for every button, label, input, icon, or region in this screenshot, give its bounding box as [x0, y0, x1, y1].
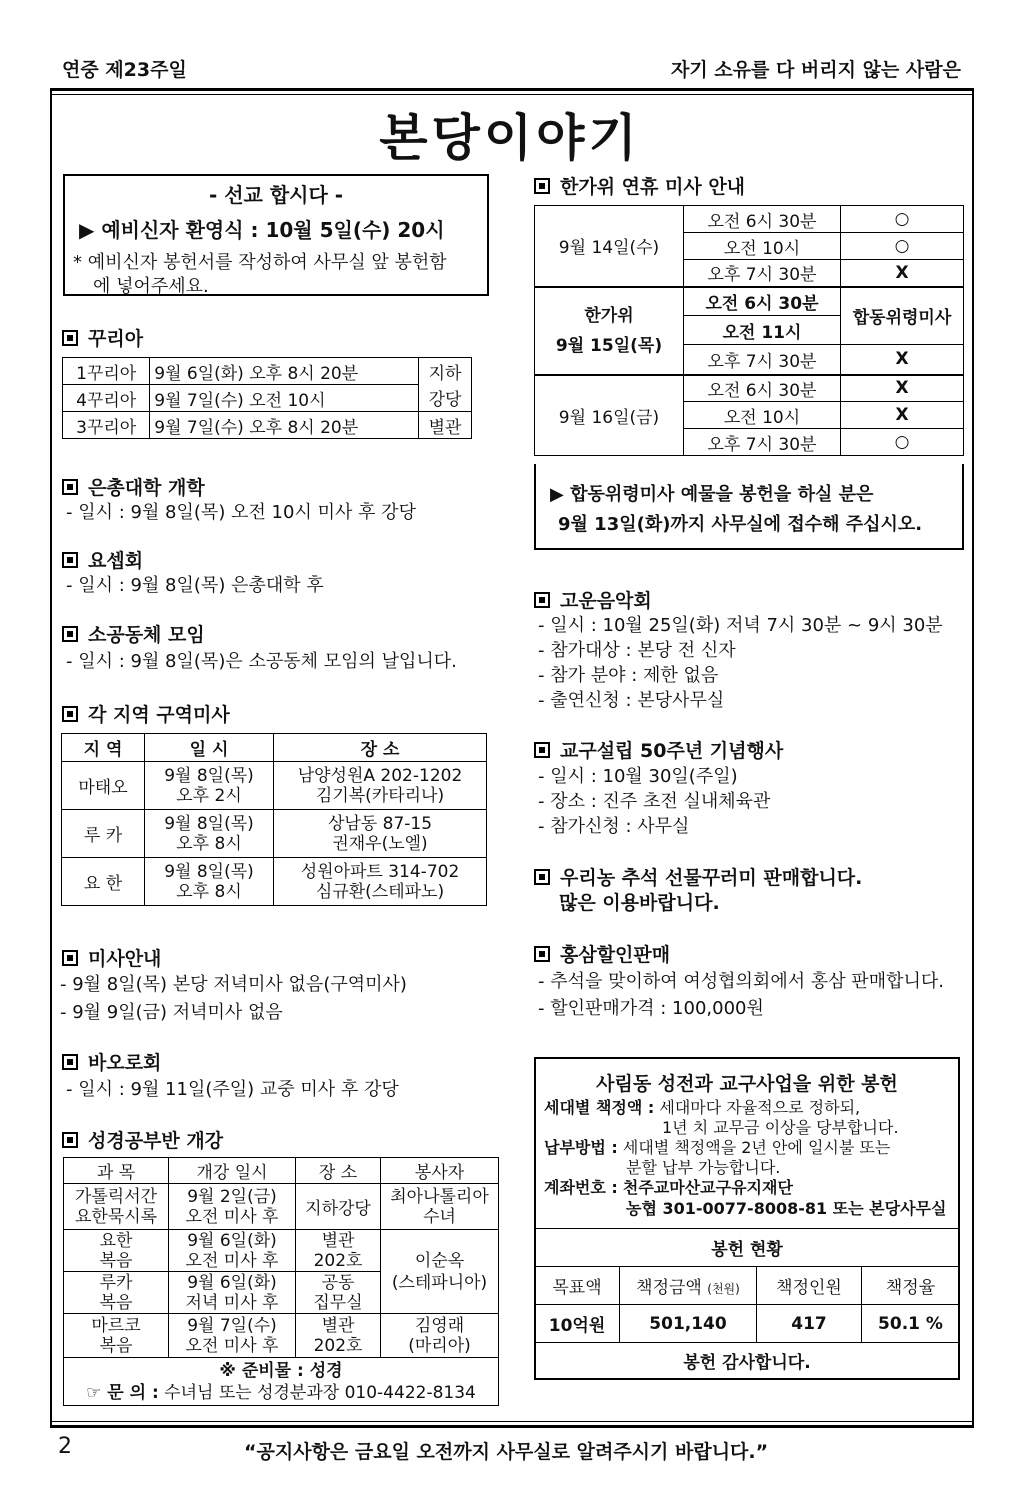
- mission-line3: 에 넣어주세요.: [93, 276, 209, 297]
- community-line: - 일시 : 9월 8일(목)은 소공동체 모임의 날입니다.: [66, 651, 457, 672]
- offering-box: 사림동 성전과 교구사업을 위한 봉헌 세대별 책정액 : 세대마다 자율적으로 정하되, 1년 치 교무금 이상을 당부합니다. 납부방법 : 세대별 책정액을 2년 안에 일시불 또는 분할 납부 가능합니다. 계좌번호 : 천주교마산교구유지재단 농협 301-0077-8008-81 또는 본당사무실: [534, 1057, 960, 1380]
- curia-table: 1꾸리아 9월 6일(화) 오후 8시 20분 지하 4꾸리아 9월 7일(수) 오전 10시 강당 3꾸리아 9월 7일(수) 오후 8시 20분 별관: [62, 357, 472, 439]
- offering-table: 봉헌 현황 목표액 책정금액 (천원) 책정인원 책정율 10억원 501,140 417 50.1 % 봉헌 감사합니다.: [534, 1228, 960, 1379]
- footer-note: “공지사항은 금요일 오전까지 사무실로 알려주시기 바랍니다.”: [244, 1441, 769, 1463]
- chuseok-table: 9월 14일(수) 오전 6시 30분 ○ 오전 10시 ○ 오후 7시 30분 X 한가위 9월 15일(목) 오전 6시 30분 합동위령미사 오전 11시 오후 7시 30분 X 9월 16일(금) 오전 6시 30분 X 오전 10시 X 오후 7시 30분 ○: [534, 205, 964, 456]
- ginseng-line1: - 추석을 맞이하여 여성협의회에서 홍삼 판매합니다.: [538, 971, 944, 992]
- joseph-line: - 일시 : 9월 8일(목) 은총대학 후: [66, 575, 324, 596]
- section-eunchong: 은총대학 개학: [62, 473, 205, 500]
- section-curia: 꾸리아: [62, 324, 143, 351]
- anniv-line3: - 참가신청 : 사무실: [538, 816, 690, 837]
- eunchong-line: - 일시 : 9월 8일(목) 오전 10시 미사 후 강당: [66, 502, 416, 523]
- section-mass: 미사안내: [62, 944, 161, 971]
- header-right: 자기 소유를 다 버리지 않는 사람은: [670, 59, 961, 81]
- pius-line: - 일시 : 9월 11일(주일) 교중 미사 후 강당: [66, 1079, 399, 1100]
- page-number: 2: [58, 1434, 72, 1459]
- section-community: 소공동체 모임: [62, 620, 205, 647]
- concert-line2: - 참가대상 : 본당 전 신자: [538, 640, 736, 661]
- concert-line4: - 출연신청 : 본당사무실: [538, 690, 725, 711]
- header-left: 연중 제23주일: [62, 59, 187, 81]
- ginseng-line2: - 할인판매가격 : 100,000원: [538, 998, 764, 1019]
- bible-table: 과 목 개강 일시 장 소 봉사자 가톨릭서간 요한묵시록 9월 2일(금) 오전 미사 후 지하강당 최아나톨리아 수녀 요한 복음 9월 6일(화) 오전 미사 후 별관 202호 이순옥 (스테파니아) 루카 복음 9월 6일(화) 저녁 미사 후 공동 집무실 마르코 복음 9월 7일(수) 오전 미사 후 별관 202호 김영래 (마리아) ※ 준비물 : 성경 ☞ 문 의 : 수녀님 또는 성경분과장 010-4422-8134: [63, 1157, 499, 1406]
- chuseok-note: ▶ 합동위령미사 예물을 봉헌을 하실 분은 9월 13일(화)까지 사무실에 접수해 주십시오.: [534, 464, 964, 550]
- offering-title: 사림동 성전과 교구사업을 위한 봉헌: [596, 1073, 898, 1095]
- section-gift: 우리농 추석 선물꾸러미 판매합니다.: [534, 863, 862, 890]
- section-ginseng: 홍삼할인판매: [534, 940, 670, 967]
- mission-line1: ▶ 예비신자 환영식 : 10월 5일(수) 20시: [79, 218, 445, 242]
- section-concert: 고운음악회: [534, 586, 652, 613]
- mass-line1: - 9월 8일(목) 본당 저녁미사 없음(구역미사): [60, 974, 407, 995]
- anniv-line2: - 장소 : 진주 초전 실내체육관: [538, 791, 771, 812]
- section-district: 각 지역 구역미사: [62, 700, 230, 727]
- section-anniv: 교구설립 50주년 기념행사: [534, 736, 783, 763]
- mission-title: - 선교 합시다 -: [208, 183, 344, 207]
- section-chuseok: 한가위 연휴 미사 안내: [534, 172, 745, 199]
- mission-line2: * 예비신자 봉헌서를 작성하여 사무실 앞 봉헌함: [73, 252, 447, 273]
- page-title: 본당이야기: [379, 109, 641, 167]
- section-bible: 성경공부반 개강: [62, 1126, 223, 1153]
- concert-line3: - 참가 분야 : 제한 없음: [538, 665, 719, 686]
- section-joseph: 요셉회: [62, 546, 143, 573]
- mass-line2: - 9월 9일(금) 저녁미사 없음: [60, 1002, 283, 1023]
- district-table: 지 역 일 시 장 소 마태오 9월 8일(목) 오후 2시 남양성원A 202-1202 김기복(카타리나) 루 카 9월 8일(목) 오후 8시 상남동 87-15 권재우(노엘) 요 한 9월 8일(목) 오후 8시 성원아파트 314-702 심규환(스테파노): [61, 733, 487, 906]
- gift-line: 많은 이용바랍니다.: [559, 892, 720, 914]
- anniv-line1: - 일시 : 10월 30일(주일): [538, 766, 738, 787]
- mission-box: [63, 174, 489, 296]
- section-pius: 바오로회: [62, 1048, 161, 1075]
- concert-line1: - 일시 : 10월 25일(화) 저녁 7시 30분 ~ 9시 30분: [538, 615, 943, 636]
